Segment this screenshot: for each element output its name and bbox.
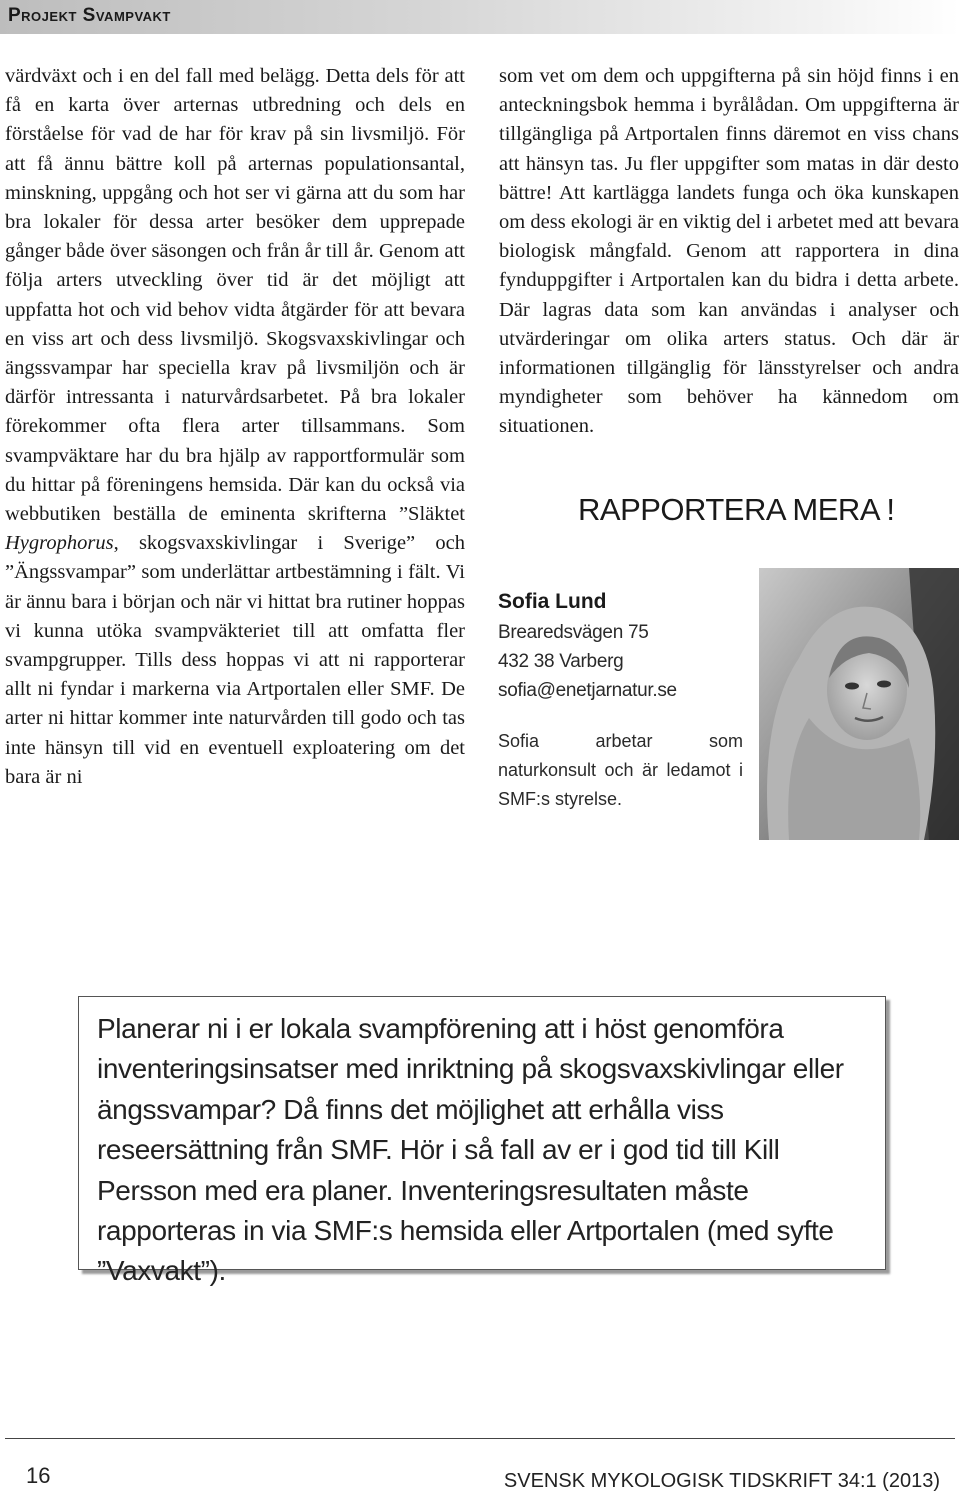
author-bio: Sofia arbetar som naturkonsult och är ledamot i SMF:s styrelse. [498, 731, 743, 809]
author-name: Sofia Lund [498, 590, 607, 613]
author-block [498, 586, 743, 814]
author-street: Brearedsvägen 75 [498, 622, 649, 643]
author-photo [759, 568, 959, 840]
right-column-text: som vet om dem och uppgifterna på sin höjd finns i en anteckningsbok hemma i byrålådan. Om uppgifterna är tillgängliga på Artportalen finns däremot en viss chans att hänsyn tas. Ju fler uppgifter som matas in där desto bättre! Att kartlägga landets funga och öka kunskapen om dess ekologi är en viktig del i arbetet med att bevara biologisk mångfald. Genom att rapportera in dina fynduppgifter i Artportalen kan du bidra i detta arbete. Där lagras data som kan användas i analyser och utvärderingar om olika arters status. Och där är informationen tillgänglig för länsstyrelser och andra myndigheter som behöver ha kännedom om situationen. [499, 65, 959, 438]
section-title: Projekt Svampvakt [8, 5, 171, 26]
author-email[interactable]: sofia@enetjarnatur.se [498, 680, 677, 701]
journal-name: SVENSK MYKOLOGISK TIDSKRIFT 34:1 (2013) [503, 1470, 940, 1492]
info-box [78, 996, 886, 1287]
body-text-part-1: värdväxt och i en del fall med belägg. Detta dels för att få en karta över arternas utbredning och dels en förståelse för vad de har för krav på sin livsmiljö. För att få ännu bättre koll på arternas populationsantal, minskning, uppgång och hot ser vi gärna att du som har bra lokaler för dessa arter besöker dem upprepade gånger både över säsongen och från år till år. Genom att följa arters utveckling över tid är det möjligt att uppfatta hot och vid behov vidta åtgärder för att bevara en viss art och dess livsmiljö. Skogsvaxskivlingar och ängssvampar har speciella krav på livsmiljön och är därför intressanta i naturvårdsarbetet. På bra lokaler förekommer ofta flera arter tillsammans. Som svampväktare har du bra hjälp av rapportformulär som du hittar på föreningens hemsida. Där kan du också via webbutiken beställa de eminenta skrifterna ”Släktet [5, 65, 465, 526]
report-heading: RAPPORTERA MERA ! [578, 492, 895, 527]
info-box-text: Planerar ni i er lokala svampförening att i höst genomföra inventeringsinsatser med inriktning på skogsvaxskivlingar eller ängssvampar? Då finns det möjlighet att erhålla viss reseersättning från SMF. Hör i så fall av er i god tid till Kill Persson med era planer. Inventeringsresultaten måste rapporteras in via SMF:s hemsida eller Artportalen (med syfte ”Vaxvakt”). [97, 1013, 844, 1287]
page-number: 16 [26, 1463, 51, 1488]
left-column-text [5, 62, 465, 792]
genus-name: Hygrophorus [5, 532, 114, 555]
footer-divider [5, 1438, 955, 1439]
left-column [5, 62, 465, 792]
author-postal: 432 38 Varberg [498, 651, 624, 672]
body-text-part-2: , skogsvaxskivlingar i Sverige” och ”Ängssvampar” som underlättar artbestämning i fält. Vi är ännu bara i början och när vi hittat bra rutiner hoppas vi kunna utöka svampväkteriet till att omfatta fler svampgrupper. Tills dess hoppas vi att ni rapporterar allt ni fyndar i markerna via Artportalen eller SMF. De arter ni hittar kommer inte naturvården till godo och tas inte hänsyn till vid en eventuell exploatering om det bara är ni [5, 532, 465, 788]
header-bar [0, 0, 960, 34]
author-photo-illustration [759, 568, 959, 840]
right-column [499, 62, 959, 442]
